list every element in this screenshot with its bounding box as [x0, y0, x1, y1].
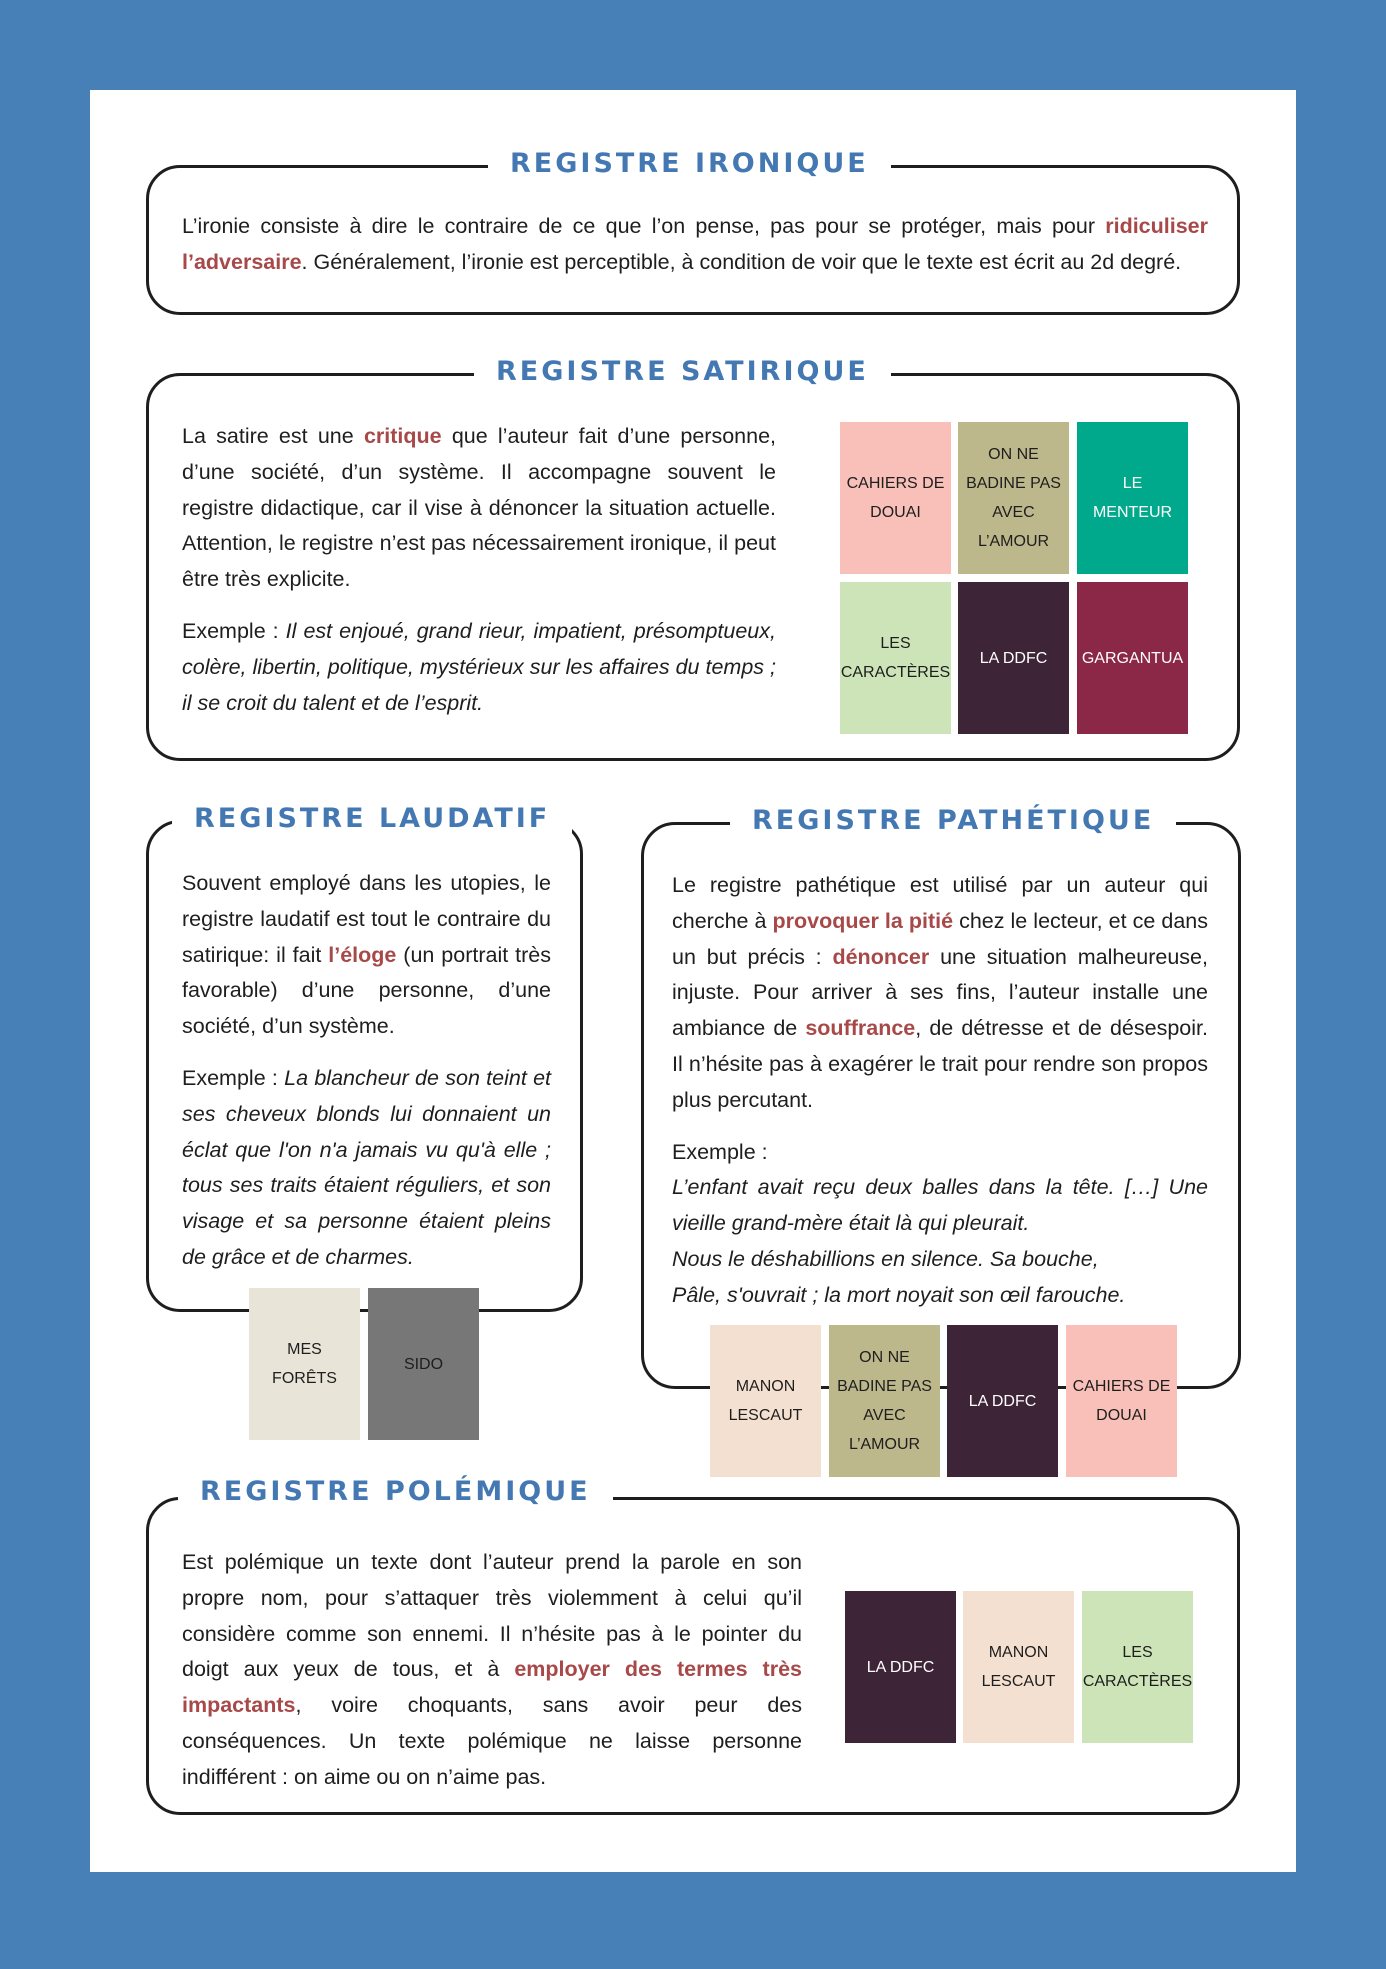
laudatif-title: REGISTRE LAUDATIF	[172, 801, 572, 837]
book-tile-les-caracteres: LES CARACTÈRES	[1082, 1591, 1193, 1743]
ironique-text: L’ironie consiste à dire le contraire de ce que l’on pense, pas pour se protéger, mais pour ridiculiser l’adversaire. Généralement, l’ironie est perceptible, à condition de voir que le texte est écrit au 2d degré.	[182, 214, 1208, 274]
book-tile-on-ne-badine-pas: ON NE BADINE PAS AVEC L’AMOUR	[829, 1325, 940, 1477]
book-tile-le-menteur: LE MENTEUR	[1077, 422, 1188, 574]
ironique-title: REGISTRE IRONIQUE	[488, 146, 891, 182]
book-tile-la-ddfc: LA DDFC	[958, 582, 1069, 734]
book-tile-la-ddfc: LA DDFC	[845, 1591, 956, 1743]
book-tile-gargantua: GARGANTUA	[1077, 582, 1188, 734]
book-tile-cahiers-de-douai: CAHIERS DE DOUAI	[840, 422, 951, 574]
satirique-text: La satire est une critique que l’auteur fait d’une personne, d’une société, d’un système. Il accompagne souvent le registre didactique, car il vise à dénoncer la situation actuelle. Attention, le registre n’est pas nécessairement ironique, il peut être très explicite. Exemple : Il est enjoué, grand rieur, impatient, présomptueux, colère, libertin, politique, mystérieux sur les affaires du temps ; il se croit du talent et de l’esprit.	[182, 424, 777, 715]
polemique-title: REGISTRE POLÉMIQUE	[178, 1474, 613, 1510]
pathetique-text: Le registre pathétique est utilisé par un auteur qui cherche à provoquer la pitié chez le lecteur, et ce dans un but précis : dénoncer une situation malheureuse, injuste. Pour arriver à ses fins, l’auteur installe une ambiance de souffrance, de détresse et de désespoir. Il n’hésite pas à exagérer le trait pour rendre son propos plus percutant. Exemple : L’enfant avait reçu deux balles dans la tête. […] Une vieille grand-mère était là qui pleurait. Nous le déshabillions en silence. Sa bouche, Pâle, s'ouvrait ; la mort noyait son œil farouche.	[672, 873, 1208, 1307]
laudatif-text: Souvent employé dans les utopies, le registre laudatif est tout le contraire du satirique: il fait l’éloge (un portrait très favorable) d’une personne, d’une société, d’un système. Exemple : La blancheur de son teint et ses cheveux blonds lui donnaient un éclat que l'on n'a jamais vu qu'à elle ; tous ses traits étaient réguliers, et son visage et sa personne étaient pleins de grâce et de charmes.	[182, 871, 552, 1269]
book-tile-manon-lescaut: MANON LESCAUT	[963, 1591, 1074, 1743]
polemique-text: Est polémique un texte dont l’auteur prend la parole en son propre nom, pour s’attaquer très violemment à celui qu’il considère comme son ennemi. Il n’hésite pas à le pointer du doigt aux yeux de tous, et à employer des termes très impactants, voire choquants, sans avoir peur des conséquences. Un texte polémique ne laisse personne indifférent : on aime ou on n’aime pas.	[182, 1550, 802, 1789]
book-tile-les-caracteres: LES CARACTÈRES	[840, 582, 951, 734]
satirique-title: REGISTRE SATIRIQUE	[474, 354, 891, 390]
book-tile-on-ne-badine-pas: ON NE BADINE PAS AVEC L’AMOUR	[958, 422, 1069, 574]
book-tile-sido: SIDO	[368, 1288, 479, 1440]
book-tile-mes-forets: MES FORÊTS	[249, 1288, 360, 1440]
book-tile-manon-lescaut: MANON LESCAUT	[710, 1325, 821, 1477]
book-tile-cahiers-de-douai: CAHIERS DE DOUAI	[1066, 1325, 1177, 1477]
book-tile-la-ddfc: LA DDFC	[947, 1325, 1058, 1477]
pathetique-title: REGISTRE PATHÉTIQUE	[730, 803, 1176, 839]
